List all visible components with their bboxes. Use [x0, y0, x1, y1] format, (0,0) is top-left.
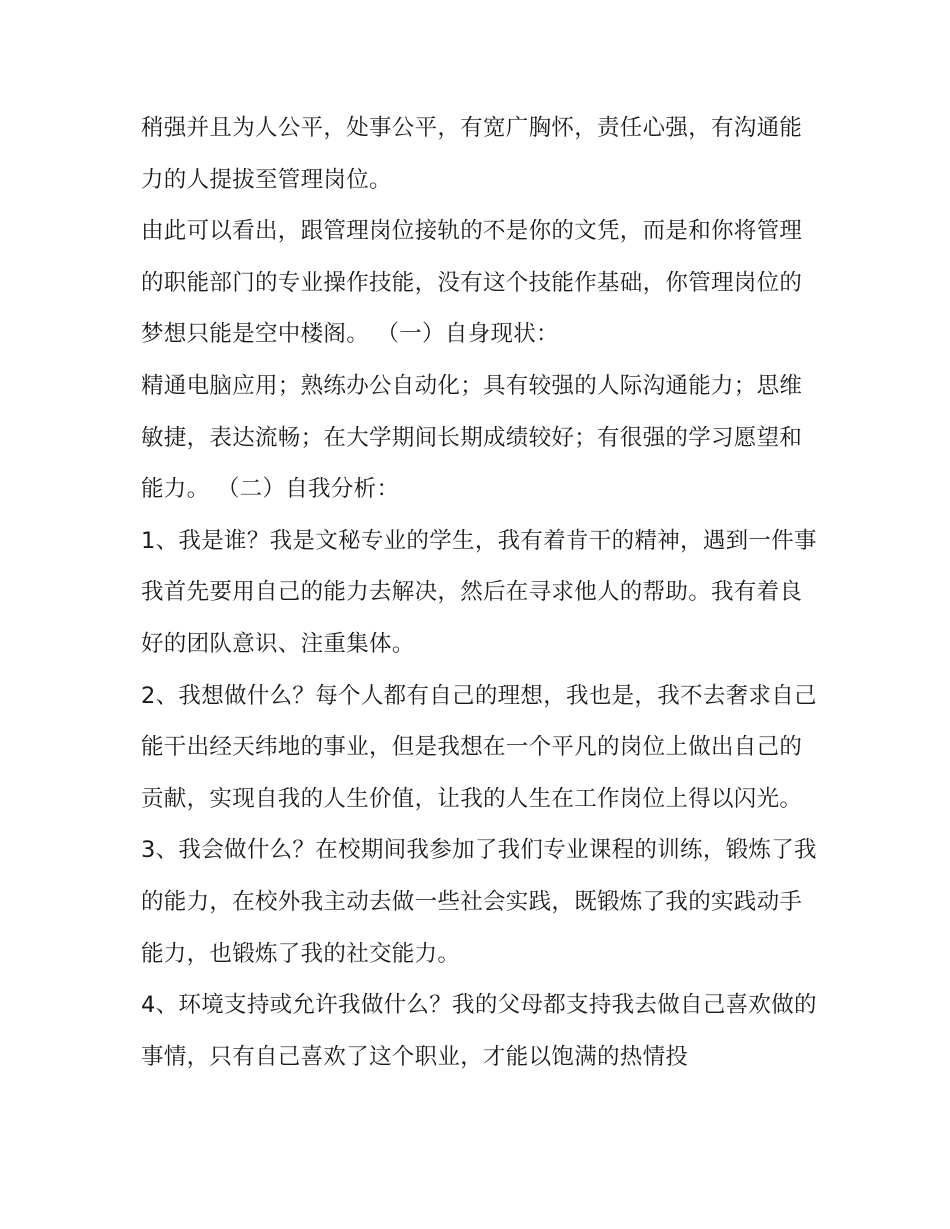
document-body	[141, 103, 821, 1083]
paragraph-4: 1、我是谁？我是文秘专业的学生，我有着肯干的精神，遇到一件事我首先要用自己的能力去解决，然后在寻求他人的帮助。我有着良好的团队意识、注重集体。	[141, 527, 817, 657]
paragraph-6: 3、我会做什么？在校期间我参加了我们专业课程的训练，锻炼了我的能力，在校外我主动去做一些社会实践，既锻炼了我的实践动手能力，也锻炼了我的社交能力。	[141, 837, 817, 967]
paragraph-7: 4、环境支持或允许我做什么？我的父母都支持我去做自己喜欢做的事情，只有自己喜欢了这个职业，才能以饱满的热情投	[141, 992, 817, 1070]
paragraph-3: 精通电脑应用；熟练办公自动化；具有较强的人际沟通能力；思维敏捷，表达流畅；在大学期间长期成绩较好；有很强的学习愿望和能力。 （二）自我分析：	[141, 372, 803, 503]
paragraph-2: 由此可以看出，跟管理岗位接轨的不是你的文凭，而是和你将管理的职能部门的专业操作技能，没有这个技能作基础，你管理岗位的梦想只能是空中楼阁。 （一）自身现状：	[141, 218, 803, 348]
paragraph-5: 2、我想做什么？每个人都有自己的理想，我也是，我不去奢求自己能干出经天纬地的事业，但是我想在一个平凡的岗位上做出自己的贡献，实现自我的人生价值，让我的人生在工作岗位上得以闪光。	[141, 682, 817, 812]
paragraph-1: 稍强并且为人公平，处事公平，有宽广胸怀，责任心强，有沟通能力的人提拔至管理岗位。	[141, 115, 803, 193]
